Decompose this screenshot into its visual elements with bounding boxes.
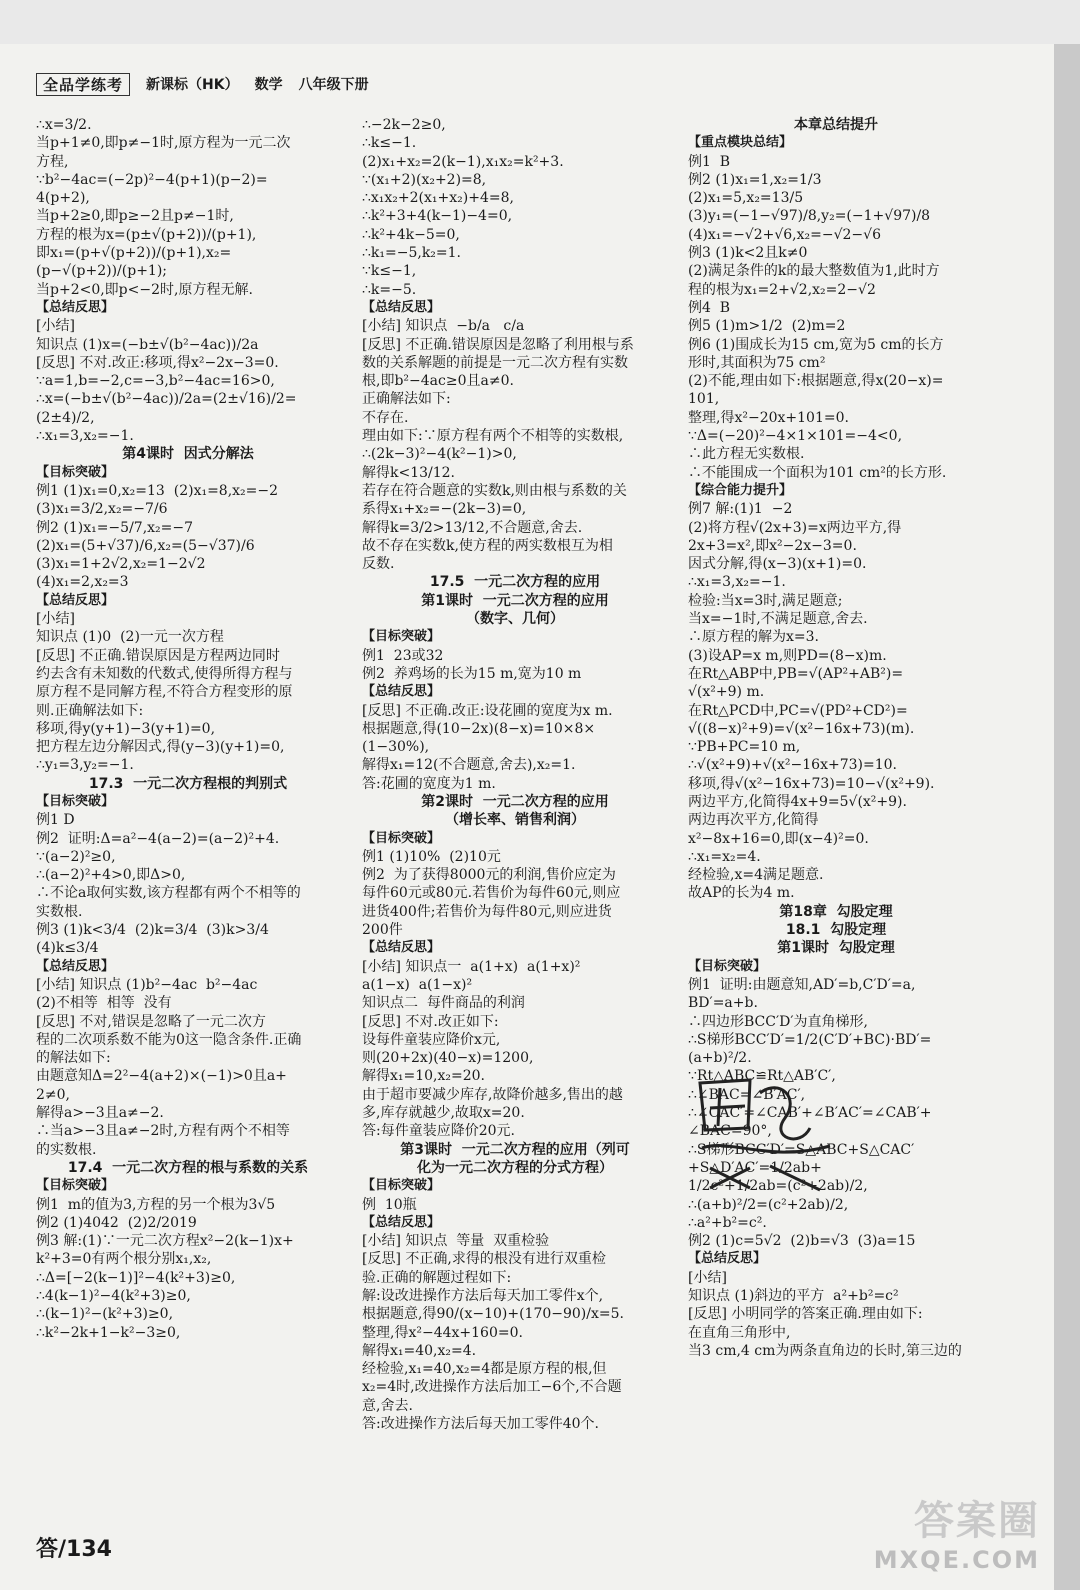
brand-title: 全品学练考 — [36, 73, 130, 96]
text-line: 例1 证明:由题意知,AD′=b,C′D′=a, — [688, 976, 916, 993]
text-line: BD′=a+b. — [688, 995, 758, 1012]
text-line: 由于超市要减少库存,故降价越多,售出的越 — [362, 1086, 623, 1103]
text-line: ∴x₁=x₂=4. — [688, 848, 761, 865]
watermark-logo: 答案圈 — [914, 1498, 1040, 1544]
text-line: 例7 解:(1)1 −2 — [688, 501, 793, 518]
text-line: [反思] 不正确,求得的根没有进行双重检 — [362, 1251, 606, 1268]
text-line: ∴k²+3+4(k−1)−4=0, — [362, 208, 513, 225]
text-line: 例2 (1)x₁=1,x₂=1/3 — [688, 171, 822, 188]
text-line: 根据题意,得(10−2x)(8−x)=10×8× — [362, 720, 596, 737]
text-line: ∴S梯形BCC′D′=S△ABC+S△CAC′+S△D′AC′=1/2ab+ — [688, 1141, 915, 1176]
block-tag: 【目标突破】 — [688, 958, 767, 974]
text-line: (4)x₁=2,x₂=3 — [36, 574, 129, 591]
text-line: 当p+1≠0,即p≠−1时,原方程为一元二次 — [36, 135, 291, 152]
text-line: 检验:当x=3时,满足题意; — [688, 592, 843, 609]
text-line: 例1 (1)x₁=0,x₂=13 (2)x₁=8,x₂=−2 — [36, 482, 279, 499]
section-heading: （数字、几何） — [466, 611, 564, 628]
text-line: 整理,得x²−20x+101=0. — [688, 409, 849, 426]
block-tag: 【总结反思】 — [36, 958, 115, 974]
text-line: 例2 证明:Δ=a²−4(a−2)=(a−2)²+4. — [36, 830, 280, 847]
page-number: 答/134 — [36, 1537, 112, 1562]
text-line: (2)x₁+x₂=2(k−1),x₁x₂=k²+3. — [362, 153, 564, 170]
text-line: [反思] 不对,错误是忽略了一元二次方 — [36, 1013, 266, 1030]
section-heading: 第4课时 因式分解法 — [122, 446, 254, 463]
text-line: 即x₁=(p+√(p+2))/(p+1),x₂=(p−√(p+2))/(p+1); — [36, 245, 232, 280]
text-line: ∴a²+b²=c². — [688, 1214, 767, 1231]
text-line: 答:花圃的宽度为1 m. — [362, 775, 496, 792]
text-line: 解得x₁=12(不合题意,舍去),x₂=1. — [362, 757, 576, 774]
text-line: (3)y₁=(−1−√97)/8,y₂=(−1+√97)/8 — [688, 208, 931, 225]
text-line: 解得x₁=40,x₂=4. — [362, 1342, 477, 1359]
text-line: 数的关系解题的前提是一元二次方程有实数 — [362, 354, 628, 371]
block-tag: 【目标突破】 — [36, 1178, 115, 1194]
text-line: 设每件童装应降价x元, — [362, 1031, 501, 1048]
text-line: (2)x₁=5,x₂=13/5 — [688, 190, 804, 207]
block-tag: 【总结反思】 — [36, 592, 115, 608]
text-line: ∴k≤−1. — [362, 135, 417, 152]
text-line: 则.正确解法如下: — [36, 702, 144, 719]
section-heading: 第18章 勾股定理 — [779, 903, 893, 920]
text-line: 整理,得x²−44x+160=0. — [362, 1324, 523, 1341]
subject: 数学 — [254, 77, 283, 93]
text-line: ∵b²−4ac=(−2p)²−4(p+1)(p−2)= — [36, 171, 268, 188]
text-line: ∴4(k−1)²−4(k²+3)≥0, — [36, 1288, 191, 1304]
text-line: [小结] — [36, 611, 75, 628]
text-line: ∵Rt△ABC≌Rt△AB′C′, — [688, 1068, 836, 1085]
block-tag: 【目标突破】 — [36, 464, 115, 480]
text-line: ∠BAC=90°, — [688, 1123, 772, 1140]
text-line: 在Rt△ABP中,PB=√(AP²+AB²)= — [688, 665, 904, 682]
text-line: ∴y₁=3,y₂=−1. — [36, 757, 134, 774]
text-line: 知识点二 每件商品的利润 — [362, 995, 525, 1012]
scan-top-band — [0, 0, 1080, 44]
text-line: ∴此方程无实数根. — [688, 446, 805, 463]
watermark-site: MXQE.COM — [873, 1546, 1040, 1574]
text-line: 例2 为了获得8000元的利润,售价应定为 — [362, 867, 616, 884]
text-line: ∵(x₁+2)(x₂+2)=8, — [362, 171, 487, 188]
text-line: [反思] 不正确.改正:设花圃的宽度为x m. — [362, 702, 613, 719]
text-line: x²−8x+16=0,即(x−4)²=0. — [688, 830, 869, 847]
text-line: ∵(a−2)²≥0, — [36, 848, 116, 865]
text-line: 意,舍去. — [362, 1397, 413, 1414]
text-line: ∴(2k−3)²−4(k²−1)>0, — [362, 446, 517, 463]
block-tag: 【目标突破】 — [362, 629, 441, 645]
text-line: ∴Δ=[−2(k−1)]²−4(k²+3)≥0, — [36, 1269, 236, 1286]
text-line: 例1 m的值为3,方程的另一个根为3√5 — [36, 1196, 276, 1213]
block-tag: 【总结反思】 — [362, 299, 441, 315]
text-line: ∴当a>−3且a≠−2时,方程有两个不相等 — [36, 1123, 290, 1140]
text-line: ∵Δ=(−20)²−4×1×101=−4<0, — [688, 428, 903, 445]
text-line: 例3 (1)k<3/4 (2)k=3/4 (3)k>3/4 — [36, 922, 269, 939]
text-line: 方程, — [36, 153, 69, 170]
text-line: 例2 养鸡场的长为15 m,宽为10 m — [362, 665, 582, 682]
text-line: 不存在. — [362, 409, 409, 426]
text-line: ∴k²−2k+1−k²−3≥0, — [36, 1324, 181, 1341]
scan-right-edge — [1054, 44, 1080, 1590]
block-tag: 【目标突破】 — [362, 830, 441, 846]
section-heading: 第1课时 一元二次方程的应用 — [421, 592, 609, 609]
text-line: ∴(a−2)²+4>0,即Δ>0, — [36, 867, 186, 884]
text-line: 在Rt△PCD中,PC=√(PD²+CD²)= — [688, 702, 908, 719]
text-line: 当p+2<0,即p<−2时,原方程无解. — [36, 281, 253, 298]
text-line: ∵PB+PC=10 m, — [688, 739, 801, 756]
text-line: [小结] 知识点 (1)b²−4ac b²−4ac — [36, 976, 258, 993]
text-line: 经检验,x=4满足题意. — [688, 867, 824, 884]
text-line: 故不存在实数k,使方程的两实数根互为相 — [362, 537, 613, 554]
text-line: 把方程左边分解因式,得(y−3)(y+1)=0, — [36, 739, 285, 756]
text-line: 程的二次项系数不能为0这一隐含条件.正确 — [36, 1031, 302, 1048]
text-line: [小结] — [688, 1269, 727, 1286]
text-line: ∴∠CAC′=∠CAB′+∠B′AC′=∠CAB′+ — [688, 1105, 932, 1122]
text-line: ∴k=−5. — [362, 281, 417, 298]
text-line: ∴x₁=3,x₂=−1. — [688, 574, 786, 591]
grade: 八年级下册 — [298, 77, 369, 93]
text-line: ∴(a+b)²/2=(c²+2ab)/2, — [688, 1196, 849, 1213]
text-line: ∴不能围成一个面积为101 cm²的长方形. — [688, 464, 947, 481]
text-line: ∴(k−1)²−(k²+3)≥0, — [36, 1306, 174, 1323]
text-line: 则(20+2x)(40−x)=1200, — [362, 1050, 534, 1067]
text-line: ∴√(x²+9)+√(x²−16x+73)=10. — [688, 757, 897, 774]
text-line: ∴原方程的解为x=3. — [688, 629, 819, 646]
block-tag: 【总结反思】 — [688, 1251, 767, 1267]
section-heading: 17.5 一元二次方程的应用 — [429, 574, 601, 591]
text-line: 例3 解:(1)∵一元二次方程x²−2(k−1)x+ — [36, 1233, 294, 1250]
text-line: 解得k<13/12. — [362, 464, 456, 481]
text-line: [反思] 不对.改正如下: — [362, 1013, 499, 1030]
text-line: 知识点 (1)0 (2)一元一次方程 — [36, 629, 224, 646]
section-heading: 第2课时 一元二次方程的应用 — [421, 793, 609, 810]
text-line: [反思] 不正确.错误原因是方程两边同时 — [36, 647, 280, 664]
text-line: 的实数根. — [36, 1141, 97, 1158]
text-line: (3)x₁=1+2√2,x₂=1−2√2 — [36, 556, 206, 573]
text-line: 两边平方,化简得4x+9=5√(x²+9). — [688, 793, 907, 810]
text-line: 验.正确的解题过程如下: — [362, 1269, 512, 1286]
text-line: 例1 D — [36, 812, 75, 829]
text-line: 方程的根为x=(p±√(p+2))/(p+1), — [36, 226, 257, 243]
text-line: 2x+3=x²,即x²−2x−3=0. — [688, 537, 857, 554]
text-line: 2≠0, — [36, 1086, 70, 1103]
text-line: 的解法如下: — [36, 1050, 111, 1067]
text-line: [小结] 知识点 −b/a c/a — [362, 318, 525, 335]
text-line: 当3 cm,4 cm为两条直角边的长时,第三边的 — [688, 1342, 962, 1359]
text-line: 例2 (1)x₁=−5/7,x₂=−7 — [36, 519, 194, 536]
text-line: (3)x₁=3/2,x₂=−7/6 — [36, 501, 168, 518]
text-line: 实数根. — [36, 903, 83, 920]
text-line: 经检验,x₁=40,x₂=4都是原方程的根,但 — [362, 1361, 607, 1378]
section-heading: 17.3 一元二次方程根的判别式 — [88, 775, 288, 792]
text-line: 例2 (1)4042 (2)2/2019 — [36, 1214, 197, 1231]
text-line: ∵k≤−1, — [362, 263, 417, 280]
text-line: 例1 (1)10% (2)10元 — [362, 848, 501, 865]
text-line: ∴k₁=−5,k₂=1. — [362, 245, 462, 262]
watermark — [874, 1489, 1040, 1574]
text-line: (2)x₁=(5+√37)/6,x₂=(5−√37)/6 — [36, 537, 255, 554]
text-line: 约去含有未知数的代数式,使得所得方程与 — [36, 665, 293, 682]
text-line: [反思] 小明同学的答案正确.理由如下: — [688, 1306, 923, 1323]
section-heading: 17.4 一元二次方程的根与系数的关系 — [67, 1159, 309, 1176]
block-tag: 【重点模块总结】 — [688, 135, 793, 151]
text-line: (2)不相等 相等 没有 — [36, 995, 172, 1012]
text-line: 例2 (1)c=5√2 (2)b=√3 (3)a=15 — [688, 1233, 916, 1250]
text-line: 形时,其面积为75 cm² — [688, 354, 826, 371]
section-heading: 第3课时 一元二次方程的应用（列可 — [400, 1141, 630, 1158]
text-line: 例 10瓶 — [362, 1196, 417, 1213]
text-line: √(x²+9) m. — [688, 684, 765, 701]
text-line: a(1−x) a(1−x)² — [362, 976, 473, 993]
text-line: (2)满足条件的k的最大整数值为1,此时方 — [688, 263, 940, 280]
text-line: 知识点 (1)斜边的平方 a²+b²=c² — [688, 1288, 899, 1304]
text-line: 系得x₁+x₂=−(2k−3)=0, — [362, 501, 527, 518]
text-line: 例4 B — [688, 299, 731, 316]
text-column-middle — [362, 116, 668, 1433]
section-heading: 化为一元二次方程的分式方程） — [417, 1159, 613, 1176]
text-line: 解得a>−3且a≠−2. — [36, 1105, 164, 1122]
text-line: (2)不能,理由如下:根据题意,得x(20−x)= — [688, 373, 944, 390]
text-line: 理由如下:∵原方程有两个不相等的实数根, — [362, 428, 624, 445]
text-line: 多,库存就越少,故取x=20. — [362, 1105, 525, 1122]
text-line: [小结] 知识点一 a(1+x) a(1+x)² — [362, 958, 581, 975]
text-line: 例6 (1)围成长为15 cm,宽为5 cm的长方 — [688, 336, 944, 353]
text-line: (4)x₁=−√2+√6,x₂=−√2−√6 — [688, 226, 881, 243]
text-line: 根据题意,得90/(x−10)+(170−90)/x=5. — [362, 1306, 624, 1323]
section-heading: （增长率、销售利润） — [445, 812, 585, 829]
text-line: 程的根为x₁=2+√2,x₂=2−√2 — [688, 281, 876, 298]
text-line: [反思] 不对.改正:移项,得x²−2x−3=0. — [36, 354, 279, 371]
text-line: 移项,得√(x²−16x+73)=10−√(x²+9). — [688, 775, 935, 792]
block-tag: 【总结反思】 — [362, 684, 441, 700]
text-line: 4(p+2), — [36, 190, 90, 207]
text-line: (4)k≤3/4 — [36, 940, 99, 957]
block-tag: 【总结反思】 — [362, 940, 441, 956]
text-line: 移项,得y(y+1)−3(y+1)=0, — [36, 720, 216, 737]
text-line: 答:每件童装应降价20元. — [362, 1123, 515, 1140]
text-line: 反数. — [362, 556, 395, 573]
section-heading: 18.1 勾股定理 — [785, 922, 887, 939]
text-line: 例5 (1)m>1/2 (2)m=2 — [688, 318, 846, 335]
text-line: 正确解法如下: — [362, 391, 451, 408]
text-line: 知识点 (1)x=(−b±√(b²−4ac))/2a — [36, 336, 259, 353]
text-line: 因式分解,得(x−3)(x+1)=0. — [688, 556, 867, 573]
section-heading: 第1课时 勾股定理 — [777, 940, 895, 957]
text-line: ∴∠BAC=∠B′AC′, — [688, 1086, 806, 1103]
text-line: 解得k=3/2>13/12,不合题意,舍去. — [362, 519, 583, 536]
text-line: x₂=4时,改进操作方法后加工−6个,不合题 — [362, 1379, 622, 1396]
handwritten-stamp — [690, 1068, 840, 1198]
text-line: (3)设AP=x m,则PD=(8−x)m. — [688, 647, 887, 664]
text-line: ∴不论a取何实数,该方程都有两个不相等的 — [36, 885, 301, 902]
text-line: 在直角三角形中, — [688, 1324, 791, 1341]
block-tag: 【目标突破】 — [36, 793, 115, 809]
block-tag: 【总结反思】 — [36, 299, 115, 315]
text-line: 进货400件;若售价为每件80元,则应进货 — [362, 903, 612, 920]
text-line: 解:设改进操作方法后每天加工零件x个, — [362, 1288, 604, 1304]
edition: 新课标（HK） — [146, 77, 239, 93]
text-line: ∴S梯形BCC′D′=1/2(C′D′+BC)·BD′=(a+b)²/2. — [688, 1031, 932, 1067]
text-line: ∴四边形BCC′D′为直角梯形, — [688, 1013, 869, 1030]
text-line: 根,即b²−4ac≥0且a≠0. — [362, 373, 514, 390]
section-heading: 本章总结提升 — [794, 117, 878, 133]
text-line: 当p+2≥0,即p≥−2且p≠−1时, — [36, 208, 234, 225]
text-line: √((8−x)²+9)=√(x²−16x+73)(m). — [688, 720, 915, 737]
text-line: 例1 B — [688, 153, 731, 170]
text-column-left — [36, 116, 340, 1342]
text-line: ∴x=(−b±√(b²−4ac))/2a=(2±√16)/2=(2±4)/2, — [36, 391, 297, 426]
text-line: 由题意知Δ=2²−4(a+2)×(−1)>0且a+ — [36, 1068, 287, 1085]
text-line: ∴x₁x₂+2(x₁+x₂)+4=8, — [362, 190, 514, 207]
text-line: 若存在符合题意的实数k,则由根与系数的关 — [362, 482, 627, 499]
text-line: ∴x=3/2. — [36, 117, 92, 133]
text-line: 101, — [688, 391, 720, 408]
text-line: ∵a=1,b=−2,c=−3,b²−4ac=16>0, — [36, 373, 275, 390]
text-line: 例3 (1)k<2且k≠0 — [688, 245, 808, 262]
block-tag: 【目标突破】 — [362, 1178, 441, 1194]
text-line: 每件60元或80元.若售价为每件60元,则应 — [362, 885, 621, 902]
text-line: k²+3=0有两个根分别x₁,x₂, — [36, 1251, 212, 1268]
text-line: ∴k²+4k−5=0, — [362, 226, 460, 243]
text-line: ∴−2k−2≥0, — [362, 117, 446, 133]
text-line: (2)将方程√(2x+3)=x两边平方,得 — [688, 519, 902, 536]
text-line: 原方程不是同解方程,不符合方程变形的原 — [36, 684, 293, 701]
text-line: (1−30%), — [362, 739, 430, 756]
page-header — [36, 72, 369, 96]
text-line: ∴x₁=3,x₂=−1. — [36, 428, 134, 445]
text-line: 解得x₁=10,x₂=20. — [362, 1068, 486, 1085]
text-line: 1/2c²+1/2ab=(c²+2ab)/2, — [688, 1178, 868, 1195]
text-line: 两边再次平方,化简得 — [688, 812, 819, 829]
text-line: 答:改进操作方法后每天加工零件40个. — [362, 1416, 599, 1433]
text-line: 故AP的长为4 m. — [688, 885, 795, 902]
block-tag: 【综合能力提升】 — [688, 482, 793, 498]
text-line: 例1 23或32 — [362, 647, 444, 664]
text-line: 200件 — [362, 922, 403, 939]
text-line: [小结] 知识点 等量 双重检验 — [362, 1233, 550, 1250]
text-line: [小结] — [36, 318, 75, 335]
text-line: [反思] 不正确.错误原因是忽略了利用根与系 — [362, 336, 634, 353]
block-tag: 【总结反思】 — [362, 1214, 441, 1230]
text-line: 当x=−1时,不满足题意,舍去. — [688, 611, 868, 628]
